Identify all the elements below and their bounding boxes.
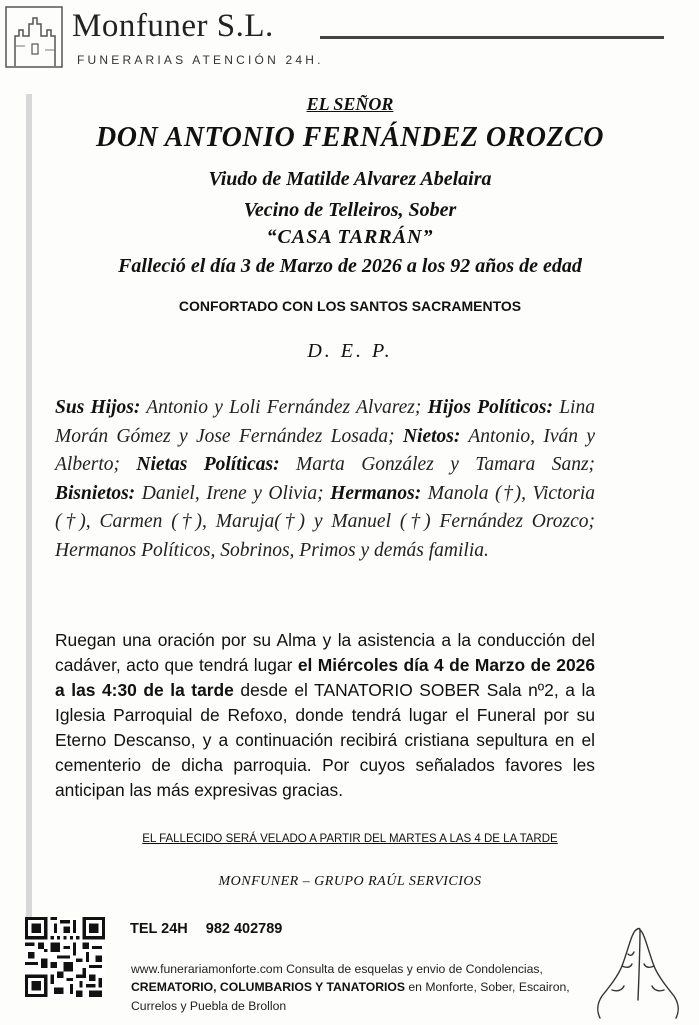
footer-locations: en Monforte, Sober, Escairon, Currelos y Puebla de Brollon [131, 980, 570, 1013]
family-text-children: Antonio y Loli Fernández Alvarez; [140, 397, 428, 418]
footer-condolences-text: Consulta de esquelas y envio de Condolencias, [282, 962, 543, 976]
family-label-grandsons: Nietos: [402, 425, 461, 447]
rip-line: D. E. P. [307, 340, 393, 362]
family-text-grandsons: Antonio, Iván y Alberto; [55, 425, 595, 475]
castle-tower-logo-icon [5, 6, 63, 68]
phone-label: TEL 24H [130, 921, 188, 937]
ceremony-paragraph [55, 628, 595, 803]
family-label-siblings: Hermanos: [330, 482, 422, 504]
phone-number[interactable]: 982 402789 [205, 921, 283, 937]
header-rule [320, 36, 664, 39]
family-text-children-in-law: Lina Morán Gómez y Jose Fernández Losada; [55, 397, 595, 447]
family-text-siblings: Manola (†), Victoria (†), Carmen (†), Maruja(†) y Manuel (†) Fernández Orozco; Hermanos Políticos, Sobrinos, Primos y demás familia. [55, 482, 595, 561]
footer-text [131, 960, 571, 1015]
footer-services: CREMATORIO, COLUMBARIOS Y TANATORIOS [131, 980, 406, 995]
residence-line: Vecino de Telleiros, Sober [243, 199, 457, 221]
family-label-great-grandchildren: Bisnietos: [55, 482, 136, 504]
family-label-children-in-law: Hijos Políticos: [427, 397, 553, 418]
ceremony-intro: Ruegan una oración por su Alma y la asistencia a la conducción del cadáver, acto que tendrá lugar [55, 630, 595, 675]
group-line: MONFUNER – GRUPO RAÚL SERVICIOS [218, 874, 482, 889]
family-label-granddaughters-in-law: Nietas Políticas: [136, 454, 280, 475]
phone-block [130, 921, 300, 937]
brand-name: Monfuner S.L. [72, 8, 274, 44]
family-paragraph [55, 394, 595, 565]
house-name: “CASA TARRÁN” [266, 226, 434, 248]
qr-code-icon[interactable] [25, 917, 105, 997]
death-line: Falleció el día 3 de Marzo de 2026 a los 92 años de edad [118, 255, 582, 277]
family-label-children: Sus Hijos: [55, 397, 141, 418]
brand-tagline: FUNERARIAS ATENCIÓN 24H. [77, 53, 324, 67]
family-text-great-grandchildren: Daniel, Irene y Olivia; [135, 482, 331, 504]
praying-hands-icon [592, 920, 684, 1020]
widow-line: Viudo de Matilde Alvarez Abelaira [208, 168, 492, 190]
family-text-granddaughters-in-law: Marta González y Tamara Sanz; [279, 454, 596, 475]
ceremony-details: desde el TANATORIO SOBER Sala nº2, a la Iglesia Parroquial de Refoxo, donde tendrá lugar el Funeral por su Eterno Descanso, y a continuación recibirá cristiana sepultura en el cementerio de dicha parroquia. Por cuyos señalados favores les anticipan las más expresivas gracias. [55, 680, 596, 800]
deceased-name: DON ANTONIO FERNÁNDEZ OROZCO [96, 122, 604, 153]
website-link[interactable]: www.funerariamonforte.com [131, 962, 283, 976]
sacraments-line: CONFORTADO CON LOS SANTOS SACRAMENTOS [178, 298, 522, 314]
title-prefix: EL SEÑOR [306, 94, 394, 114]
side-margin-bar [26, 94, 32, 924]
wake-line: EL FALLECIDO SERÁ VELADO A PARTIR DEL MARTES A LAS 4 DE LA TARDE [142, 833, 558, 845]
ceremony-date-time: el Miércoles día 4 de Marzo de 2026 a las 4:30 de la tarde [55, 655, 595, 700]
